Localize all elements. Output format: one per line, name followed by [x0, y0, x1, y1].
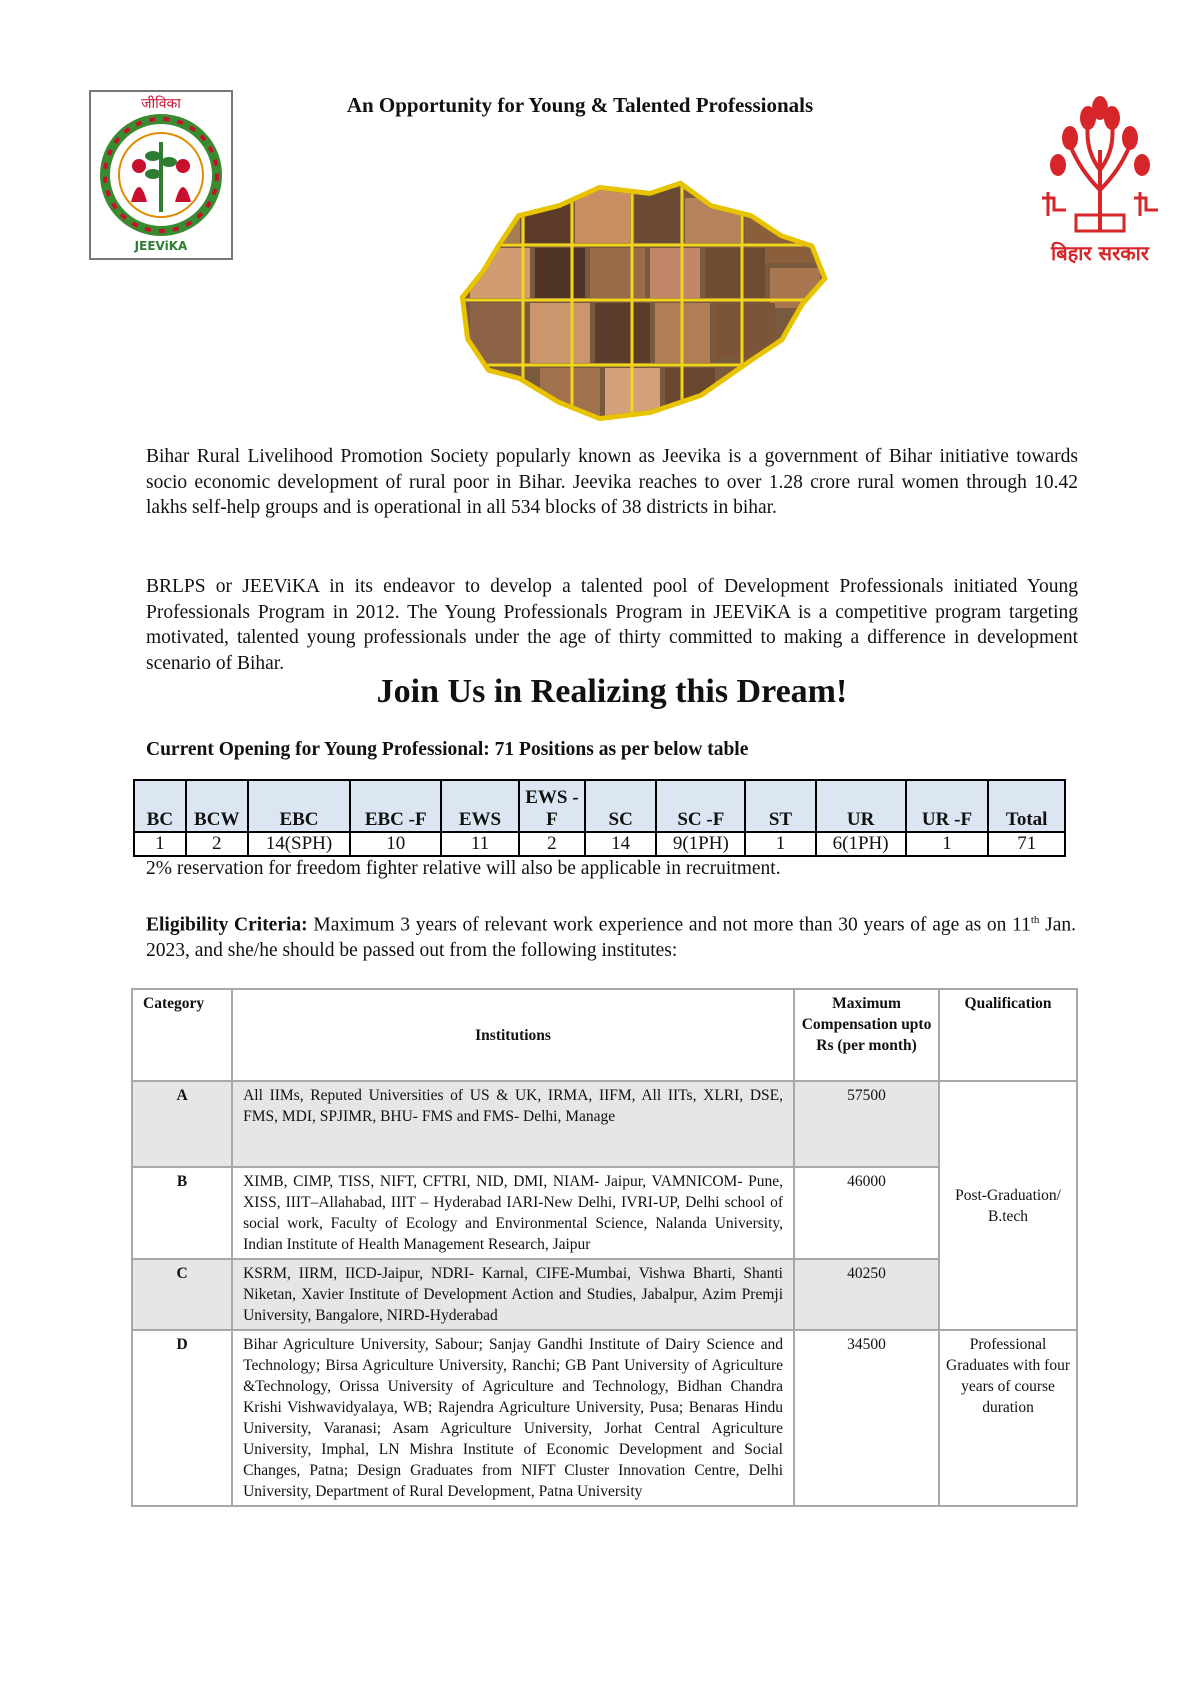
eligibility-text-1: Maximum 3 years of relevant work experience and not more than 30 years of age as on 11: [307, 914, 1031, 936]
table-cell: 14: [585, 832, 656, 856]
col-header: EBC -F: [350, 780, 441, 832]
jeevika-logo: [89, 90, 233, 260]
jeevika-logo-text: JEEViKA: [134, 239, 188, 253]
col-header: EWS: [441, 780, 519, 832]
reservation-values-row: [134, 832, 1065, 856]
table-cell: 14(SPH): [248, 832, 350, 856]
institutes-table: [131, 988, 1078, 1507]
bihar-map-collage-image: [450, 178, 840, 433]
col-header: SC -F: [656, 780, 745, 832]
qualification-header: Qualification: [939, 989, 1077, 1081]
col-header: SC: [585, 780, 656, 832]
col-header: BCW: [186, 780, 248, 832]
table-cell: 1: [134, 832, 186, 856]
current-opening-line: Current Opening for Young Professional: 71 Positions as per below table: [146, 739, 749, 760]
reservation-header-row: [134, 780, 1065, 832]
reservation-table: [133, 779, 1066, 857]
table-row: [132, 1259, 1077, 1330]
header-title: An Opportunity for Young & Talented Professionals: [346, 93, 814, 117]
table-cell: 6(1PH): [816, 832, 906, 856]
bihar-sarkar-text: बिहार सरकार: [1051, 241, 1149, 265]
col-header: EBC: [248, 780, 350, 832]
qualification-cell-professional: Professional Graduates with four years of course duration: [939, 1330, 1077, 1506]
table-cell: 2: [519, 832, 585, 856]
institutions-cell: All IIMs, Reputed Universities of US & UK, IRMA, IIFM, All IITs, XLRI, DSE, FMS, MDI, SPJIMR, BHU- FMS and FMS- Delhi, Manage: [232, 1081, 794, 1167]
bihar-map-photo-collage: [450, 178, 840, 433]
compensation-cell: 46000: [794, 1167, 939, 1259]
institutions-cell: Bihar Agriculture University, Sabour; Sanjay Gandhi Institute of Dairy Science and Technology; Birsa Agriculture University, Ranchi; GB Pant University of Agriculture &Technology, Orissa University of Agriculture and Technology, Bidhan Chandra Krishi Vishwavidyalaya, WB; Rajendra Agriculture University, Pusa; Benaras Hindu University, Varanasi; Asam Agriculture University, Jorhat Central Agriculture University, Imphal, LN Mishra Institute of Economic Development and Social Changes, Patna; Design Graduates from NIFT Cluster Innovation Centre, Delhi University, Department of Rural Development, Patna University: [232, 1330, 794, 1506]
table-cell: 71: [988, 832, 1065, 856]
reservation-note: 2% reservation for freedom fighter relative will also be applicable in recruitment.: [146, 858, 781, 879]
eligibility-criteria: [146, 908, 1076, 964]
table-cell: 2: [186, 832, 248, 856]
table-cell: 1: [745, 832, 815, 856]
category-cell: B: [132, 1167, 232, 1259]
institutions-header: Institutions: [232, 989, 794, 1081]
col-header: UR: [816, 780, 906, 832]
category-cell: D: [132, 1330, 232, 1506]
table-row: [132, 1167, 1077, 1259]
eligibility-text-2: Jan. 2023, and she/he should be passed out from the following institutes:: [146, 914, 1076, 961]
table-cell: 9(1PH): [656, 832, 745, 856]
institutions-cell: XIMB, CIMP, TISS, NIFT, CFTRI, NID, DMI, NIAM- Jaipur, VAMNICOM- Pune, XISS, IIIT–Allahabad, IIIT – Hyderabad IARI-New Delhi, IVRI-UP, Delhi school of social work, Faculty of Ecology and Environmental Science, Nalanda University, Indian Institute of Health Management Research, Jaipur: [232, 1167, 794, 1259]
intro-paragraph-1: Bihar Rural Livelihood Promotion Society popularly known as Jeevika is a government of Bihar initiative towards socio economic development of rural poor in Bihar. Jeevika reaches to over 1.28 crore rural women through 10.42 lakhs self-help groups and is operational in all 534 blocks of 38 districts in bihar.: [146, 446, 1078, 518]
bodhi-tree-emblem: [1030, 90, 1170, 270]
table-cell: 10: [350, 832, 441, 856]
col-header: Total: [988, 780, 1065, 832]
col-header: ST: [745, 780, 815, 832]
eligibility-label: Eligibility Criteria:: [146, 914, 308, 936]
eligibility-sup: th: [1030, 914, 1040, 926]
table-cell: 1: [906, 832, 989, 856]
qualification-cell-pg: Post-Graduation/ B.tech: [939, 1081, 1077, 1330]
col-header: UR -F: [906, 780, 989, 832]
institutions-cell: KSRM, IIRM, IICD-Jaipur, NDRI- Karnal, CIFE-Mumbai, Vishwa Bharti, Shanti Niketan, Xavier Institute of Development Action and Studies, Jabalpur, Azim Premji University, Bangalore, NIRD-Hyderabad: [232, 1259, 794, 1330]
join-us-heading: Join Us in Realizing this Dream!: [376, 673, 848, 710]
jeevika-logo-top-text: जीविका: [141, 96, 181, 112]
bihar-government-logo: [1030, 90, 1170, 270]
intro-paragraph-2: BRLPS or JEEViKA in its endeavor to develop a talented pool of Development Professionals initiated Young Professionals Program in 2012. The Young Professionals Program in JEEViKA is a competitive program targeting motivated, talented young professionals under the age of thirty committed to making a difference in development scenario of Bihar.: [146, 576, 1078, 674]
jeevika-logo-emblem: [91, 92, 231, 258]
compensation-header: Maximum Compensation upto Rs (per month): [794, 989, 939, 1081]
col-header: EWS - F: [519, 780, 585, 832]
table-row: [132, 1330, 1077, 1506]
institutes-header-row: [132, 989, 1077, 1081]
category-header: Category: [132, 989, 232, 1081]
compensation-cell: 40250: [794, 1259, 939, 1330]
compensation-cell: 34500: [794, 1330, 939, 1506]
category-cell: A: [132, 1081, 232, 1167]
col-header: BC: [134, 780, 186, 832]
table-cell: 11: [441, 832, 519, 856]
category-cell: C: [132, 1259, 232, 1330]
table-row: [132, 1081, 1077, 1167]
compensation-cell: 57500: [794, 1081, 939, 1167]
